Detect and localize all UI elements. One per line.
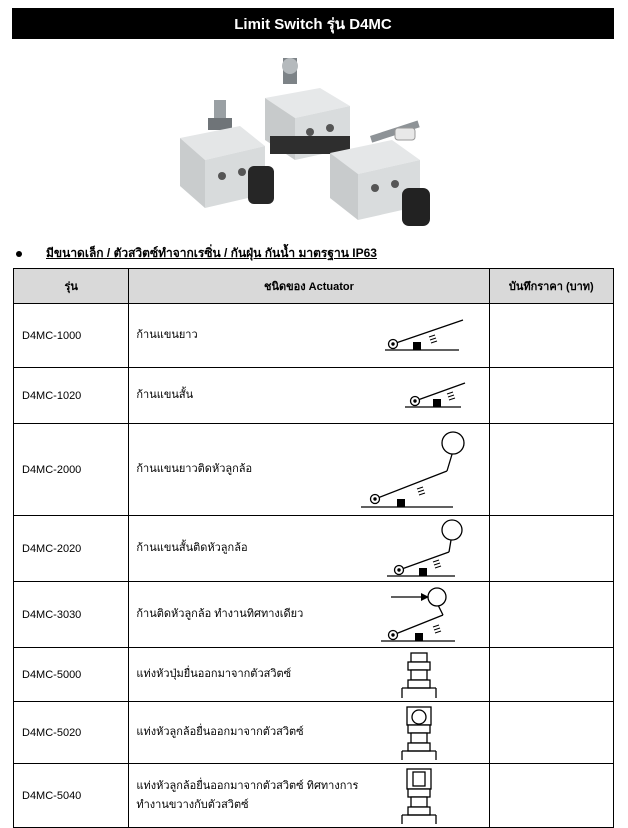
price-cell[interactable] xyxy=(489,582,613,648)
actuator-cell xyxy=(129,368,489,424)
price-cell[interactable] xyxy=(489,368,613,424)
actuator-cell xyxy=(129,764,489,828)
actuator-label-line: ทำงานขวางกับตัวสวิตซ์ xyxy=(136,798,249,811)
actuator-label: ก้านแขนสั้น xyxy=(136,389,194,401)
table-row xyxy=(14,764,614,828)
price-cell[interactable] xyxy=(489,764,613,828)
roller-plunger-diagram xyxy=(399,705,439,761)
bullet-icon xyxy=(16,251,22,257)
actuator-cell xyxy=(129,648,489,702)
table-row xyxy=(14,648,614,702)
table-row xyxy=(14,368,614,424)
table-row xyxy=(14,702,614,764)
table-row xyxy=(14,516,614,582)
short-lever-diagram xyxy=(405,379,467,413)
one-way-roller-diagram xyxy=(381,585,467,645)
page-title: Limit Switch รุ่น D4MC xyxy=(12,8,614,39)
model-cell: D4MC-2000 xyxy=(14,424,129,516)
model-cell: D4MC-1000 xyxy=(14,304,129,368)
feature-line xyxy=(16,244,377,263)
actuator-label: แท่งหัวลูกล้อยื่นออกมาจากตัวสวิตซ์ xyxy=(136,726,304,738)
model-cell: D4MC-2020 xyxy=(14,516,129,582)
actuator-label: ก้านแขนสั้นติดหัวลูกล้อ xyxy=(136,542,248,554)
feature-text: มีขนาดเล็ก / ตัวสวิตซ์ทำจากเรซิ่น / กันฝุ่น กันน้ำ มาตรฐาน IP63 xyxy=(46,246,377,260)
actuator-label: ก้านแขนยาว xyxy=(136,329,198,341)
long-roller-lever-diagram xyxy=(361,429,467,511)
table-header-row xyxy=(14,269,614,304)
model-table xyxy=(13,268,614,828)
table-row xyxy=(14,304,614,368)
long-lever-diagram xyxy=(385,316,467,356)
actuator-cell xyxy=(129,516,489,582)
price-cell[interactable] xyxy=(489,516,613,582)
actuator-cell xyxy=(129,702,489,764)
actuator-label: ก้านแขนยาวติดหัวลูกล้อ xyxy=(136,463,253,475)
header-actuator: ชนิดของ Actuator xyxy=(129,269,489,304)
actuator-label: แท่งหัวปุ่มยื่นออกมาจากตัวสวิตซ์ xyxy=(136,668,292,680)
price-cell[interactable] xyxy=(489,304,613,368)
plunger-diagram xyxy=(399,651,439,699)
table-row xyxy=(14,424,614,516)
price-cell[interactable] xyxy=(489,702,613,764)
actuator-label xyxy=(136,777,358,815)
actuator-label: ก้านติดหัวลูกล้อ ทำงานทิศทางเดียว xyxy=(136,608,304,620)
actuator-cell xyxy=(129,424,489,516)
price-cell[interactable] xyxy=(489,648,613,702)
actuator-cell xyxy=(129,582,489,648)
model-cell: D4MC-5040 xyxy=(14,764,129,828)
cross-roller-plunger-diagram xyxy=(399,767,439,825)
model-cell: D4MC-3030 xyxy=(14,582,129,648)
actuator-label-line: แท่งหัวลูกล้อยื่นออกมาจากตัวสวิตซ์ ทิศทางการ xyxy=(136,779,359,792)
header-model: รุ่น xyxy=(14,269,129,304)
header-price: บันทึกราคา (บาท) xyxy=(489,269,613,304)
model-cell: D4MC-1020 xyxy=(14,368,129,424)
actuator-cell xyxy=(129,304,489,368)
switch-left xyxy=(180,100,274,208)
product-photo xyxy=(170,48,445,238)
price-cell[interactable] xyxy=(489,424,613,516)
switch-middle xyxy=(265,58,350,160)
model-cell: D4MC-5020 xyxy=(14,702,129,764)
table-row xyxy=(14,582,614,648)
short-roller-lever-diagram xyxy=(387,518,467,580)
model-cell: D4MC-5000 xyxy=(14,648,129,702)
